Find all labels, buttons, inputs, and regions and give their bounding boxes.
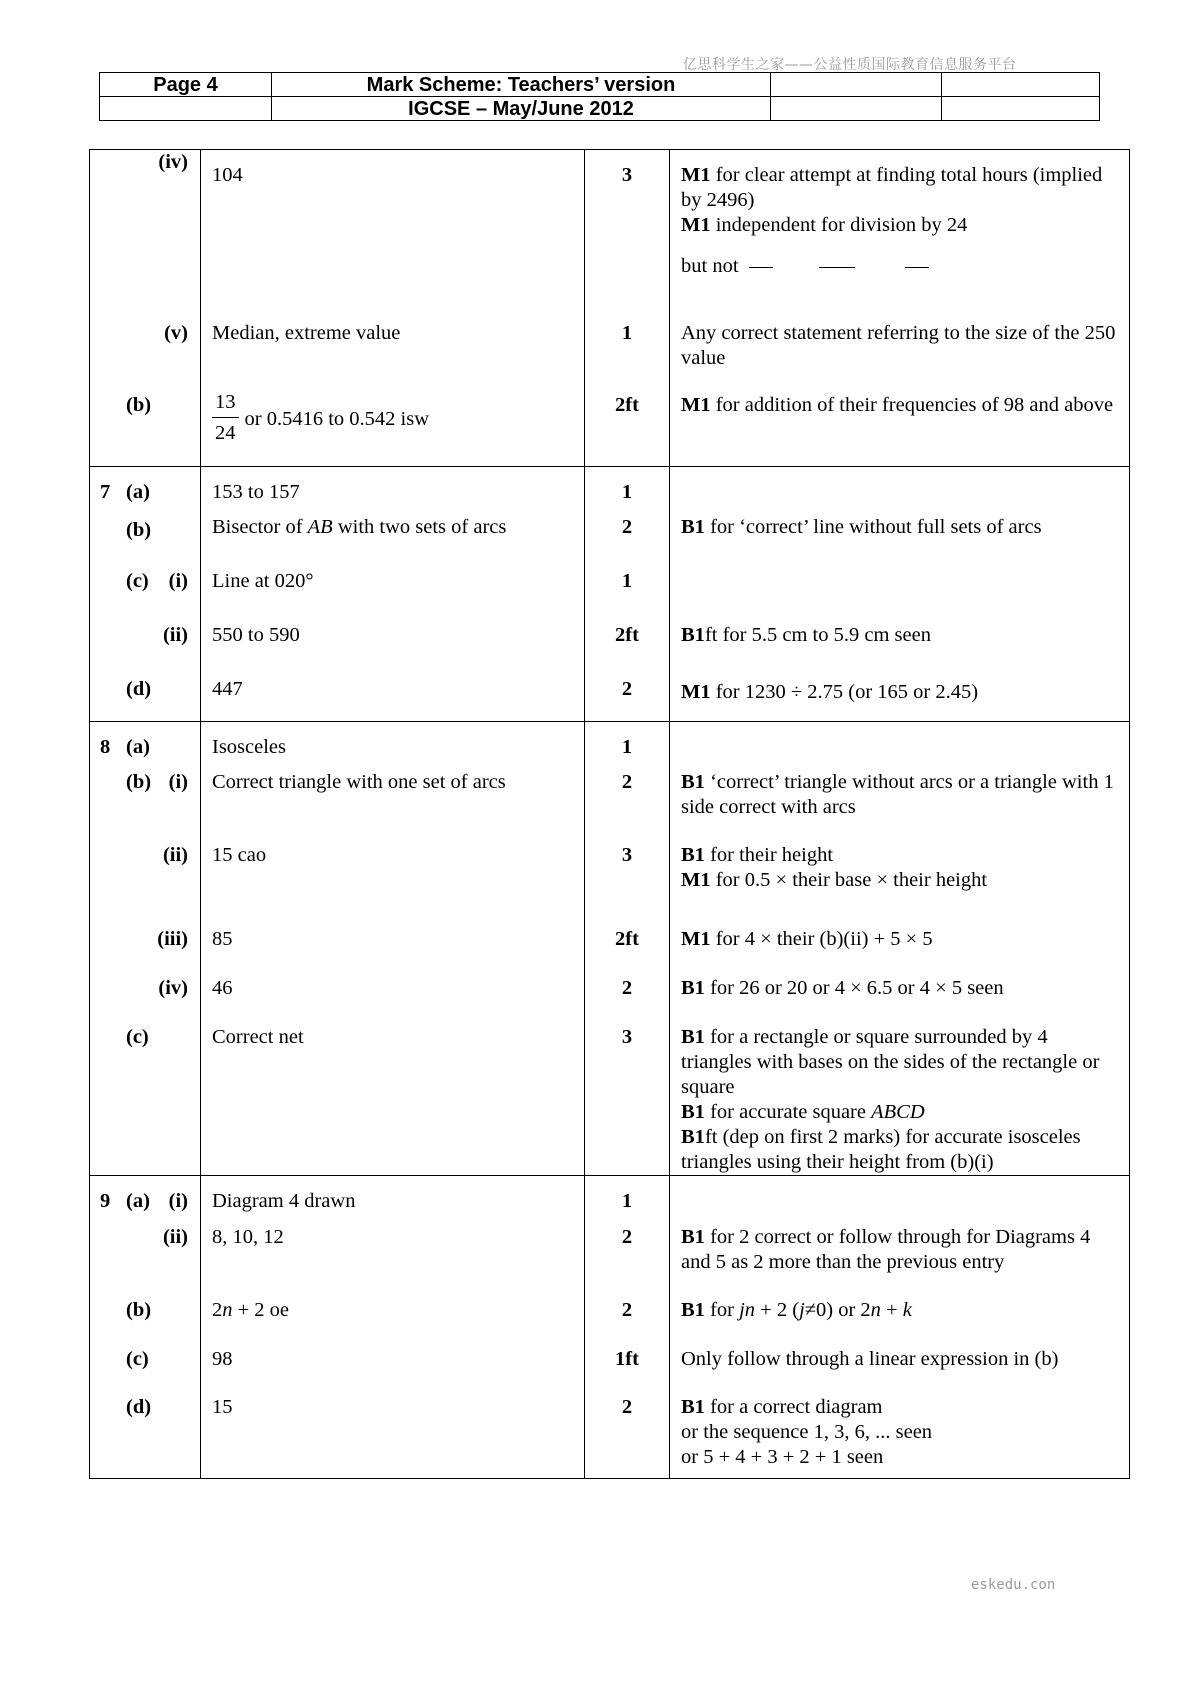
header-blank-cell [100,97,272,121]
answer-text: + 2 oe [232,1299,290,1321]
question-label-cell [90,976,201,1025]
table-row [90,1225,1130,1298]
header-blank-cell [942,97,1100,121]
answer-cell: Diagram 4 drawn [201,1176,585,1226]
syllabus-cell [771,73,942,97]
marks-cell: 2 [585,677,670,722]
guidance-line [681,213,1123,238]
guidance-text: ‘correct’ triangle without arcs or a triangle with 1 side correct with arcs [681,771,1114,818]
part-label: (b) [126,394,152,416]
marks-cell: 2 [585,1225,670,1298]
mark-code: B1 [681,1226,705,1248]
table-row [90,1025,1130,1176]
mark-scheme-table [89,149,1130,1479]
paper-cell [942,73,1100,97]
part-label: (c) [126,570,149,592]
guidance-cell [670,843,1130,927]
marks-cell: 2 [585,515,670,569]
page-header-table [99,72,1100,121]
table-row [90,1176,1130,1226]
guidance-cell [670,1225,1130,1298]
answer-text: Bisector of [212,516,308,538]
fraction-denominator: 24 [215,422,236,444]
marks-cell: 1 [585,467,670,516]
subpart-label: (iv) [158,977,188,999]
table-row [90,150,1130,322]
table-row [90,976,1130,1025]
mark-code: M1 [681,869,711,891]
question-label-cell [90,393,201,467]
guidance-line [681,680,1123,705]
answer-cell: 8, 10, 12 [201,1225,585,1298]
table-row [90,1298,1130,1347]
guidance-cell [670,1176,1130,1226]
answer-cell: 46 [201,976,585,1025]
table-row [90,1395,1130,1479]
mark-code: B1 [681,1396,705,1418]
question-label-cell [90,722,201,771]
fraction-placeholder-line [905,267,929,268]
mark-code: B1 [681,977,705,999]
guidance-line: or 5 + 4 + 3 + 2 + 1 seen [681,1446,884,1468]
marks-cell: 2 [585,770,670,843]
part-label: (b) [126,771,152,793]
mark-code: B1 [681,1026,705,1048]
mark-code: M1 [681,928,711,950]
guidance-text: ≠0) or 2 [804,1299,871,1321]
marks-cell: 1 [585,1176,670,1226]
answer-text: 2 [212,1299,223,1321]
subpart-label: (i) [168,1190,188,1212]
part-label: (a) [126,481,150,503]
guidance-text: ABCD [871,1101,925,1123]
subpart-label: (i) [168,771,188,793]
document-title: Mark Scheme: Teachers’ version [272,73,771,97]
mark-code: B1 [681,1101,705,1123]
guidance-text: + 2 ( [755,1299,800,1321]
answer-cell: Median, extreme value [201,321,585,393]
table-row [90,623,1130,677]
question-label-cell [90,1347,201,1395]
guidance-text: for addition of their frequencies of 98 and above [710,394,1114,416]
question-label-cell [90,770,201,843]
mark-code: B1 [681,516,705,538]
guidance-line [681,254,1123,279]
answer-text: or 0.5416 to 0.542 isw [244,408,429,431]
guidance-text: for 2 correct or follow through for Diagrams 4 and 5 as 2 more than the previous entry [681,1226,1091,1273]
marks-cell: 3 [585,1025,670,1176]
guidance-line [681,1395,1123,1420]
guidance-cell [670,976,1130,1025]
footer-watermark: eskedu.con [971,1577,1056,1593]
table-row [90,677,1130,722]
guidance-cell: Any correct statement referring to the size of the 250 value [670,321,1130,393]
guidance-cell [670,722,1130,771]
question-label-cell [90,1025,201,1176]
marks-cell: 2 [585,1395,670,1479]
question-label-cell [90,515,201,569]
question-label-cell [90,1176,201,1226]
guidance-cell [670,1298,1130,1347]
guidance-cell [670,677,1130,722]
marks-cell: 3 [585,843,670,927]
question-label-cell [90,467,201,516]
fraction-numerator: 13 [212,387,239,418]
guidance-text: for a rectangle or square surrounded by 4 triangles with bases on the sides of the rectangle or square [681,1026,1100,1098]
table-row [90,321,1130,393]
answer-cell: 447 [201,677,585,722]
mark-code: B1 [681,844,705,866]
guidance-cell [670,770,1130,843]
mark-code: M1 [681,214,711,236]
subpart-label: (ii) [162,624,188,646]
guidance-line [681,1025,1123,1100]
table-row [90,927,1130,976]
guidance-cell [670,623,1130,677]
page-number: Page 4 [100,73,272,97]
marks-cell: 2ft [585,927,670,976]
question-label-cell [90,843,201,927]
guidance-line [681,843,1123,868]
marks-cell: 1 [585,321,670,393]
guidance-text: n [870,1299,881,1321]
guidance-line [681,868,1123,893]
subpart-label: (i) [168,570,188,592]
answer-cell: 153 to 157 [201,467,585,516]
guidance-text: for their height [704,844,834,866]
answer-text: AB [307,516,333,538]
question-label-cell [90,1225,201,1298]
guidance-line [681,163,1123,213]
answer-cell: 15 cao [201,843,585,927]
part-label: (d) [126,678,152,700]
guidance-cell [670,393,1130,467]
answer-cell [201,515,585,569]
guidance-cell [670,467,1130,516]
fraction-placeholder-line [819,267,855,268]
header-blank-cell [771,97,942,121]
guidance-text: for ‘correct’ line without full sets of arcs [704,516,1042,538]
guidance-line: or the sequence 1, 3, 6, ... seen [681,1421,933,1443]
marks-cell: 2 [585,976,670,1025]
answer-cell: Correct net [201,1025,585,1176]
guidance-text: for 0.5 × their base × their height [710,869,988,891]
marks-cell: 1 [585,722,670,771]
guidance-cell [670,150,1130,322]
table-row [90,722,1130,771]
mark-code: B1 [681,1299,705,1321]
mark-code: B1 [681,771,705,793]
marks-cell: 1ft [585,1347,670,1395]
question-label-cell [90,623,201,677]
guidance-text: for clear attempt at finding total hours (implied by 2496) [681,164,1103,211]
guidance-cell [670,927,1130,976]
answer-text: with two sets of arcs [332,516,507,538]
question-number: 7 [100,481,111,503]
question-label-cell [90,1395,201,1479]
part-label: (b) [126,1299,152,1321]
question-label-cell [90,321,201,393]
guidance-text: j [799,1299,805,1321]
part-label: (b) [126,519,152,541]
table-row [90,1347,1130,1395]
question-label-cell [90,677,201,722]
part-label: (a) [126,1190,150,1212]
answer-text: n [222,1299,233,1321]
mark-code: M1 [681,394,711,416]
guidance-text: ft (dep on first 2 marks) for accurate isosceles triangles using their height from (b)(i) [681,1126,1081,1173]
mark-code: M1 [681,164,711,186]
guidance-text: for 26 or 20 or 4 × 6.5 or 4 × 5 seen [704,977,1004,999]
subpart-label: (v) [164,322,188,344]
answer-cell: 15 [201,1395,585,1479]
question-label-cell [90,150,201,322]
guidance-text: ft for 5.5 cm to 5.9 cm seen [704,624,931,646]
marks-cell: 2ft [585,393,670,467]
answer-cell: Line at 020° [201,569,585,623]
marks-cell: 3 [585,150,670,322]
mark-code: M1 [681,681,711,703]
marks-cell: 1 [585,569,670,623]
table-row [90,770,1130,843]
guidance-text: k [902,1299,912,1321]
table-row [90,843,1130,927]
guidance-cell [670,515,1130,569]
subpart-label: (iv) [158,151,188,173]
question-number: 8 [100,736,111,758]
table-row [90,515,1130,569]
guidance-line [681,1125,1123,1175]
subpart-label: (iii) [157,928,188,950]
answer-cell: 98 [201,1347,585,1395]
mark-code: B1 [681,1126,705,1148]
fraction-placeholder-line [749,267,773,268]
table-row [90,467,1130,516]
answer-cell [201,1298,585,1347]
question-label-cell [90,569,201,623]
guidance-text: for 4 × their (b)(ii) + 5 × 5 [710,928,933,950]
guidance-text: jn [739,1299,756,1321]
part-label: (a) [126,736,150,758]
answer-cell: 104 [201,150,585,322]
table-row [90,569,1130,623]
guidance-text: + [880,1299,903,1321]
guidance-cell: Only follow through a linear expression in (b) [670,1347,1130,1395]
question-label-cell [90,1298,201,1347]
answer-cell: 550 to 590 [201,623,585,677]
subpart-label: (ii) [162,844,188,866]
part-label: (d) [126,1396,152,1418]
part-label: (c) [126,1348,149,1370]
answer-cell: 85 [201,927,585,976]
marks-cell: 2ft [585,623,670,677]
guidance-text: for accurate square [704,1101,872,1123]
mark-code: B1 [681,624,705,646]
question-label-cell [90,927,201,976]
subpart-label: (ii) [162,1226,188,1248]
guidance-text: for 1230 ÷ 2.75 (or 165 or 2.45) [710,681,979,703]
question-number: 9 [100,1190,111,1212]
exam-session: IGCSE – May/June 2012 [272,97,771,121]
answer-cell: Isosceles [201,722,585,771]
guidance-cell [670,569,1130,623]
answer-cell [201,393,585,467]
fraction [212,387,239,448]
guidance-line [681,1100,1123,1125]
guidance-text: but not [681,255,739,277]
table-row [90,393,1130,467]
guidance-text: independent for division by 24 [710,214,968,236]
watermark-text: 亿思科学生之家——公益性质国际教育信息服务平台 [683,57,1017,73]
part-label: (c) [126,1026,149,1048]
marks-cell: 2 [585,1298,670,1347]
guidance-text: for a correct diagram [704,1396,883,1418]
answer-cell: Correct triangle with one set of arcs [201,770,585,843]
guidance-cell [670,1025,1130,1176]
guidance-cell [670,1395,1130,1479]
guidance-text: for [704,1299,740,1321]
